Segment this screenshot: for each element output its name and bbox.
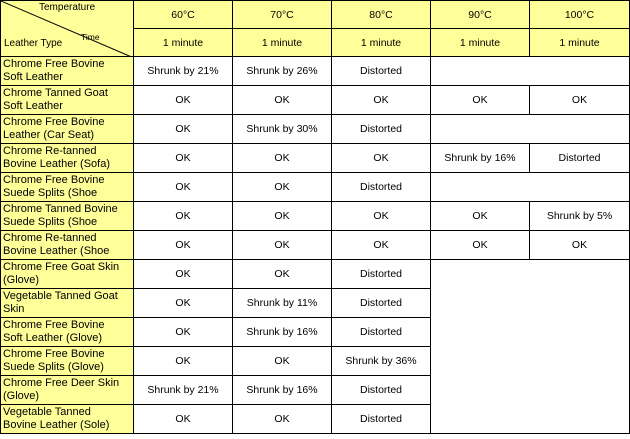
leather-type-line: Chrome Free Bovine (3, 116, 105, 128)
leather-type-cell (1, 57, 134, 86)
leather-type-cell (1, 289, 134, 318)
result-cell: Shrunk by 30% (233, 115, 332, 144)
result-cell: Distorted (332, 405, 431, 434)
result-cell: Shrunk by 16% (431, 144, 530, 173)
result-cell: OK (134, 318, 233, 347)
temperature-header-60: 60°C (134, 1, 233, 29)
result-cell: Shrunk by 5% (530, 202, 630, 231)
result-cell: OK (530, 231, 630, 260)
table-row (1, 144, 630, 173)
result-cell: OK (233, 231, 332, 260)
result-cell: OK (134, 86, 233, 115)
result-cell: Distorted (332, 115, 431, 144)
result-cell: Distorted (332, 173, 431, 202)
leather-type-line: Skin (3, 303, 25, 315)
time-header-80: 1 minute (332, 29, 431, 57)
temperature-header-70: 70°C (233, 1, 332, 29)
result-cell: OK (332, 231, 431, 260)
leather-type-line: Vegetable Tanned (3, 406, 91, 418)
result-cell: OK (233, 347, 332, 376)
result-cell: OK (134, 202, 233, 231)
leather-type-line: (Glove) (3, 390, 40, 402)
table-row (1, 202, 630, 231)
leather-type-line: Suede Splits (Glove) (3, 361, 104, 373)
result-cell: OK (233, 86, 332, 115)
result-cell: Distorted (332, 376, 431, 405)
leather-type-line: Chrome Free Deer Skin (3, 377, 120, 389)
result-cell: Distorted (530, 144, 630, 173)
empty-cell (431, 376, 530, 405)
table-row (1, 260, 630, 289)
result-cell: OK (233, 405, 332, 434)
empty-cell (431, 260, 530, 289)
leather-type-line: Vegetable Tanned Goat (3, 290, 118, 302)
result-cell: OK (134, 260, 233, 289)
result-cell: Shrunk by 21% (134, 376, 233, 405)
result-cell: OK (431, 231, 530, 260)
leather-type-line: Bovine Leather (Sofa) (3, 158, 111, 170)
leather-type-cell (1, 173, 134, 202)
leather-type-line: Chrome Free Goat Skin (3, 261, 120, 273)
empty-cell (431, 289, 530, 318)
table-row (1, 405, 630, 434)
empty-cell (530, 289, 630, 318)
leather-type-cell (1, 231, 134, 260)
time-header-70: 1 minute (233, 29, 332, 57)
leather-type-label: Leather Type (4, 38, 63, 49)
result-cell: OK (332, 144, 431, 173)
time-label: Time (81, 32, 100, 42)
table-row (1, 289, 630, 318)
result-cell: OK (431, 86, 530, 115)
result-cell: Shrunk by 16% (233, 318, 332, 347)
empty-cell (431, 115, 530, 144)
result-cell: Shrunk by 16% (233, 376, 332, 405)
result-cell: OK (134, 405, 233, 434)
result-cell: OK (332, 86, 431, 115)
result-cell: Shrunk by 36% (332, 347, 431, 376)
leather-type-cell (1, 260, 134, 289)
leather-type-cell (1, 405, 134, 434)
leather-type-line: Soft Leather (3, 71, 63, 83)
empty-cell (530, 260, 630, 289)
result-cell: OK (134, 173, 233, 202)
empty-cell (530, 376, 630, 405)
temperature-header-100: 100°C (530, 1, 630, 29)
leather-type-line: Chrome Tanned Goat (3, 87, 108, 99)
leather-type-line: Chrome Re-tanned (3, 232, 97, 244)
empty-cell (431, 405, 530, 434)
empty-cell (431, 57, 530, 86)
leather-type-line: Chrome Free Bovine (3, 174, 105, 186)
time-header-90: 1 minute (431, 29, 530, 57)
empty-cell (431, 347, 530, 376)
table-row (1, 347, 630, 376)
empty-cell (530, 173, 630, 202)
temperature-header-80: 80°C (332, 1, 431, 29)
result-cell: OK (233, 202, 332, 231)
leather-type-line: Chrome Free Bovine (3, 58, 105, 70)
result-cell: Distorted (332, 260, 431, 289)
result-cell: OK (134, 115, 233, 144)
leather-type-line: Suede Splits (Shoe (3, 216, 98, 228)
leather-type-cell (1, 115, 134, 144)
result-cell: Distorted (332, 57, 431, 86)
leather-type-cell (1, 202, 134, 231)
time-header-100: 1 minute (530, 29, 630, 57)
leather-type-line: Soft Leather (Glove) (3, 332, 103, 344)
empty-cell (431, 318, 530, 347)
leather-type-cell (1, 347, 134, 376)
result-cell: Shrunk by 26% (233, 57, 332, 86)
result-cell: OK (233, 260, 332, 289)
leather-type-line: Soft Leather (3, 100, 63, 112)
result-cell: OK (332, 202, 431, 231)
table-row (1, 231, 630, 260)
result-cell: Shrunk by 21% (134, 57, 233, 86)
result-cell: OK (233, 173, 332, 202)
empty-cell (530, 405, 630, 434)
empty-cell (530, 318, 630, 347)
leather-type-line: Bovine Leather (Shoe (3, 245, 110, 257)
result-cell: OK (134, 289, 233, 318)
leather-type-line: Leather (Car Seat) (3, 129, 95, 141)
result-cell: OK (431, 202, 530, 231)
leather-type-cell (1, 144, 134, 173)
temperature-header-90: 90°C (431, 1, 530, 29)
header-corner-cell (1, 1, 134, 57)
leather-type-cell (1, 318, 134, 347)
leather-type-line: Chrome Free Bovine (3, 319, 105, 331)
result-cell: Shrunk by 11% (233, 289, 332, 318)
empty-cell (530, 347, 630, 376)
result-cell: OK (134, 347, 233, 376)
leather-type-line: Chrome Tanned Bovine (3, 203, 118, 215)
leather-type-line: Suede Splits (Shoe (3, 187, 98, 199)
time-header-60: 1 minute (134, 29, 233, 57)
result-cell: OK (134, 144, 233, 173)
table-row (1, 86, 630, 115)
table-row (1, 115, 630, 144)
table-row (1, 173, 630, 202)
result-cell: Distorted (332, 289, 431, 318)
leather-type-cell (1, 376, 134, 405)
result-cell: OK (233, 144, 332, 173)
leather-type-line: (Glove) (3, 274, 40, 286)
empty-cell (431, 173, 530, 202)
leather-type-line: Bovine Leather (Sole) (3, 419, 110, 431)
temperature-label: Temperature (39, 2, 96, 13)
result-cell: OK (134, 231, 233, 260)
result-cell: Distorted (332, 318, 431, 347)
table-row (1, 376, 630, 405)
table-row (1, 318, 630, 347)
empty-cell (530, 115, 630, 144)
table-row (1, 57, 630, 86)
result-cell: OK (530, 86, 630, 115)
leather-type-line: Chrome Free Bovine (3, 348, 105, 360)
leather-type-line: Chrome Re-tanned (3, 145, 97, 157)
leather-type-cell (1, 86, 134, 115)
empty-cell (530, 57, 630, 86)
